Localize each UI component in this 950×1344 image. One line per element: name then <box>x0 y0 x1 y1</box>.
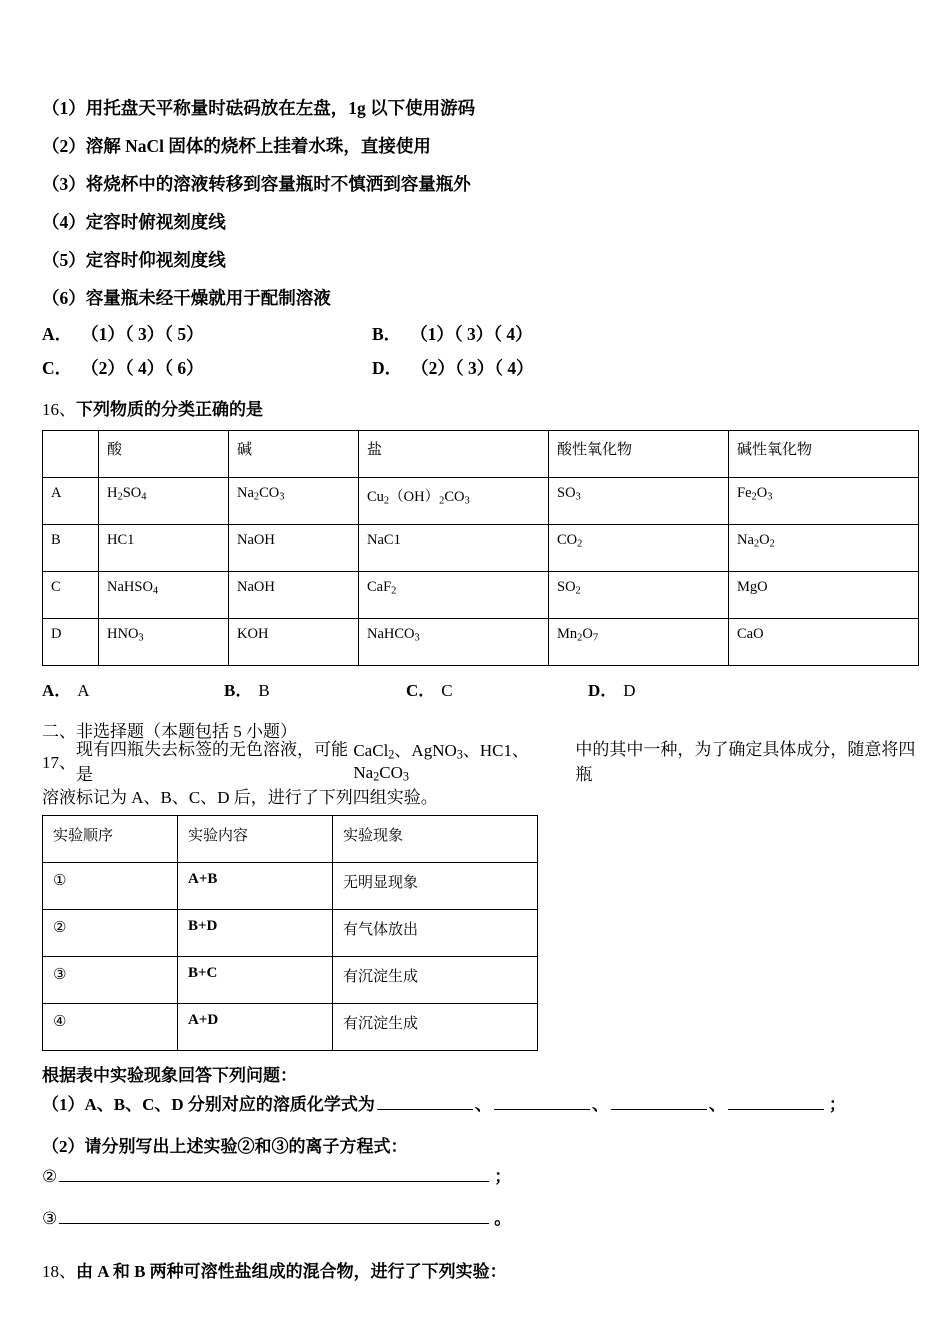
exp-order-4: ④ <box>43 1004 178 1051</box>
q17-text-after: 中的其中一种，为了确定具体成分，随意将四瓶 <box>575 740 916 784</box>
classify-cell-c-base: NaOH <box>229 572 359 619</box>
classify-row-label-c: C <box>43 572 99 619</box>
q15-choice-c-label: C． <box>42 357 73 378</box>
q16-choice-d-label: D． <box>588 680 618 700</box>
q16-choice-group <box>42 672 918 704</box>
q16-choice-d-text: D <box>623 680 636 700</box>
table-row <box>43 619 919 666</box>
q17-answer-tail-2: ； <box>494 1167 512 1186</box>
q15-choice-b-text: （1）（ 3）（ 4） <box>410 323 533 344</box>
q15-stem-item-3 <box>42 164 918 202</box>
q15-stem-item-2 <box>42 126 918 164</box>
q16-number: 16、 <box>42 399 76 419</box>
q15-choice-d-text: （2）（ 3）（ 4） <box>411 357 534 378</box>
q17-inline-formulas: CaCl$_2$、AgNO$_3$、HC1、$Na_2CO_3$ <box>353 740 530 784</box>
exp-phenomenon-2: 有气体放出 <box>333 910 538 957</box>
q15-choice-a-label: A． <box>42 323 73 344</box>
classification-table <box>42 430 919 666</box>
exp-order-2: ② <box>43 910 178 957</box>
q15-choice-d[interactable] <box>372 355 534 380</box>
table-row <box>43 1004 538 1051</box>
q17-sub1-blank-4[interactable] <box>728 1095 824 1110</box>
experiment-table <box>42 815 538 1051</box>
q16-choice-a-text: A <box>77 680 90 700</box>
q16-choice-c-label: C． <box>406 680 436 700</box>
exp-phenomenon-1: 无明显现象 <box>333 863 538 910</box>
q17-sub1-sep-3: 、 <box>708 1095 726 1114</box>
q15-choice-a-text: （1）（ 3）（ 5） <box>81 323 204 344</box>
q15-stem-text-2: （2）溶解 NaCl 固体的烧杯上挂着水珠，直接使用 <box>42 135 431 156</box>
classify-cell-a-base: $Na_2CO_3$ <box>229 478 359 525</box>
q15-stem-item-1 <box>42 88 918 126</box>
q17-sub1-prefix: （1）A、B、C、D 分别对应的溶质化学式为 <box>42 1095 375 1114</box>
q16-choice-a[interactable] <box>42 676 224 701</box>
classify-cell-a-acid-oxide: $SO_3$ <box>549 478 729 525</box>
classify-cell-a-basic-oxide: $Fe_2O_3$ <box>729 478 919 525</box>
q15-choice-row-2 <box>42 350 918 384</box>
q17-prompt-text: 根据表中实验现象回答下列问题： <box>42 1066 297 1085</box>
q17-sub1-sep-1: 、 <box>474 1095 492 1114</box>
classify-cell-b-base: NaOH <box>229 525 359 572</box>
q15-stem-text-4: （4）定容时俯视刻度线 <box>42 211 226 232</box>
exp-phenomenon-3: 有沉淀生成 <box>333 957 538 1004</box>
q17-answer-tail-3: 。 <box>494 1209 512 1228</box>
q15-choice-b[interactable] <box>372 321 533 346</box>
classify-header-rowlabel <box>43 431 99 478</box>
classify-cell-d-acid-oxide: $Mn_2O_7$ <box>549 619 729 666</box>
q17-answer-mark-3: ③ <box>42 1209 58 1228</box>
classify-header-acid: 酸 <box>99 431 229 478</box>
classify-cell-b-basic-oxide: $Na_2O_2$ <box>729 525 919 572</box>
q17-answer-line-2 <box>42 1162 918 1204</box>
q17-sub1-end: ； <box>828 1095 846 1114</box>
table-row <box>43 572 919 619</box>
exp-header-order: 实验顺序 <box>43 816 178 863</box>
q15-choice-row-1 <box>42 316 918 350</box>
section-two-heading-text: 二、非选择题（本题包括 5 小题） <box>42 722 297 741</box>
q16-choice-b[interactable] <box>224 676 406 701</box>
classify-cell-d-salt: NaHCO$_3$ <box>359 619 549 666</box>
exp-phenomenon-4: 有沉淀生成 <box>333 1004 538 1051</box>
q16-title: 下列物质的分类正确的是 <box>76 399 263 419</box>
classify-cell-a-salt: $Cu_2(OH)_2CO_3$ <box>359 478 549 525</box>
classify-cell-c-salt: CaF$_2$ <box>359 572 549 619</box>
table-row <box>43 478 919 525</box>
classify-header-base: 碱 <box>229 431 359 478</box>
exp-content-1: A+B <box>178 863 333 910</box>
q17-sub2-text: （2）请分别写出上述实验②和③的离子方程式： <box>42 1136 408 1156</box>
q16-choice-c-text: C <box>441 680 453 700</box>
table-row <box>43 525 919 572</box>
classify-row-label-b: B <box>43 525 99 572</box>
table-row <box>43 910 538 957</box>
q15-stem-list <box>42 88 918 316</box>
table-header-row <box>43 816 538 863</box>
classify-header-acid-oxide: 酸性氧化物 <box>549 431 729 478</box>
q18-number: 18、 <box>42 1261 76 1281</box>
classify-cell-b-salt: NaC1 <box>359 525 549 572</box>
classify-header-salt: 盐 <box>359 431 549 478</box>
classify-row-label-d: D <box>43 619 99 666</box>
classify-header-basic-oxide: 碱性氧化物 <box>729 431 919 478</box>
q18-text: 由 A 和 B 两种可溶性盐组成的混合物，进行了下列实验： <box>76 1261 507 1281</box>
exp-content-2: B+D <box>178 910 333 957</box>
table-row <box>43 957 538 1004</box>
q15-choice-c[interactable] <box>42 355 372 380</box>
q16-choice-c[interactable] <box>406 676 588 701</box>
q17-text-before: 现有四瓶失去标签的无色溶液，可能是 <box>76 740 348 784</box>
classify-cell-a-acid: $H_2SO_4$ <box>99 478 229 525</box>
q17-sub1-blank-1[interactable] <box>377 1095 473 1110</box>
q16-choice-b-text: B <box>258 680 270 700</box>
exp-content-3: B+C <box>178 957 333 1004</box>
q17-answer-blank-2[interactable] <box>59 1167 489 1182</box>
exp-header-content: 实验内容 <box>178 816 333 863</box>
q15-choice-c-text: （2）（ 4）（ 6） <box>81 357 204 378</box>
q18-line <box>42 1252 918 1286</box>
q17-answer-mark-2: ② <box>42 1167 58 1186</box>
q17-prompt <box>42 1057 918 1090</box>
q16-choice-a-label: A． <box>42 680 72 700</box>
q17-sub1-line <box>42 1090 918 1126</box>
classify-cell-b-acid-oxide: $CO_2$ <box>549 525 729 572</box>
table-row <box>43 863 538 910</box>
exp-header-phenomenon: 实验现象 <box>333 816 538 863</box>
q15-stem-text-3: （3）将烧杯中的溶液转移到容量瓶时不慎洒到容量瓶外 <box>42 173 471 194</box>
q17-answer-blank-3[interactable] <box>59 1209 489 1224</box>
q15-choice-b-label: B． <box>372 323 402 344</box>
exp-content-4: A+D <box>178 1004 333 1051</box>
q17-text-line2: 溶液标记为 A、B、C、D 后，进行了下列四组实验。 <box>42 787 438 807</box>
classify-row-label-a: A <box>43 478 99 525</box>
q17-number: 17、 <box>42 752 76 772</box>
q17-line-1 <box>42 740 918 784</box>
q15-choice-a[interactable] <box>42 321 372 346</box>
classify-cell-c-basic-oxide: MgO <box>729 572 919 619</box>
q15-choice-group <box>42 316 918 384</box>
exp-order-3: ③ <box>43 957 178 1004</box>
q15-stem-text-5: （5）定容时仰视刻度线 <box>42 249 226 270</box>
exp-order-1: ① <box>43 863 178 910</box>
q16-title-line <box>42 390 918 424</box>
q17-sub2-line <box>42 1126 918 1162</box>
q15-stem-text-1: （1）用托盘天平称量时砝码放在左盘，1g 以下使用游码 <box>42 97 476 118</box>
page-content <box>42 88 918 1286</box>
q16-choice-b-label: B． <box>224 680 253 700</box>
q16-choice-d[interactable] <box>588 676 770 701</box>
classify-cell-c-acid: NaHSO$_4$ <box>99 572 229 619</box>
classify-cell-b-acid: HC1 <box>99 525 229 572</box>
q17-sub1-blank-3[interactable] <box>611 1095 707 1110</box>
q15-stem-text-6: （6）容量瓶未经干燥就用于配制溶液 <box>42 287 331 308</box>
q17-sub1-sep-2: 、 <box>591 1095 609 1114</box>
q15-stem-item-6 <box>42 278 918 316</box>
q15-stem-item-5 <box>42 240 918 278</box>
classify-cell-d-acid: $HNO_3$ <box>99 619 229 666</box>
classify-cell-d-base: KOH <box>229 619 359 666</box>
classify-cell-d-basic-oxide: CaO <box>729 619 919 666</box>
q17-answer-line-3 <box>42 1204 918 1246</box>
classify-cell-c-acid-oxide: $SO_2$ <box>549 572 729 619</box>
q15-choice-d-label: D． <box>372 357 403 378</box>
q15-stem-item-4 <box>42 202 918 240</box>
table-header-row <box>43 431 919 478</box>
q17-sub1-blank-2[interactable] <box>494 1095 590 1110</box>
